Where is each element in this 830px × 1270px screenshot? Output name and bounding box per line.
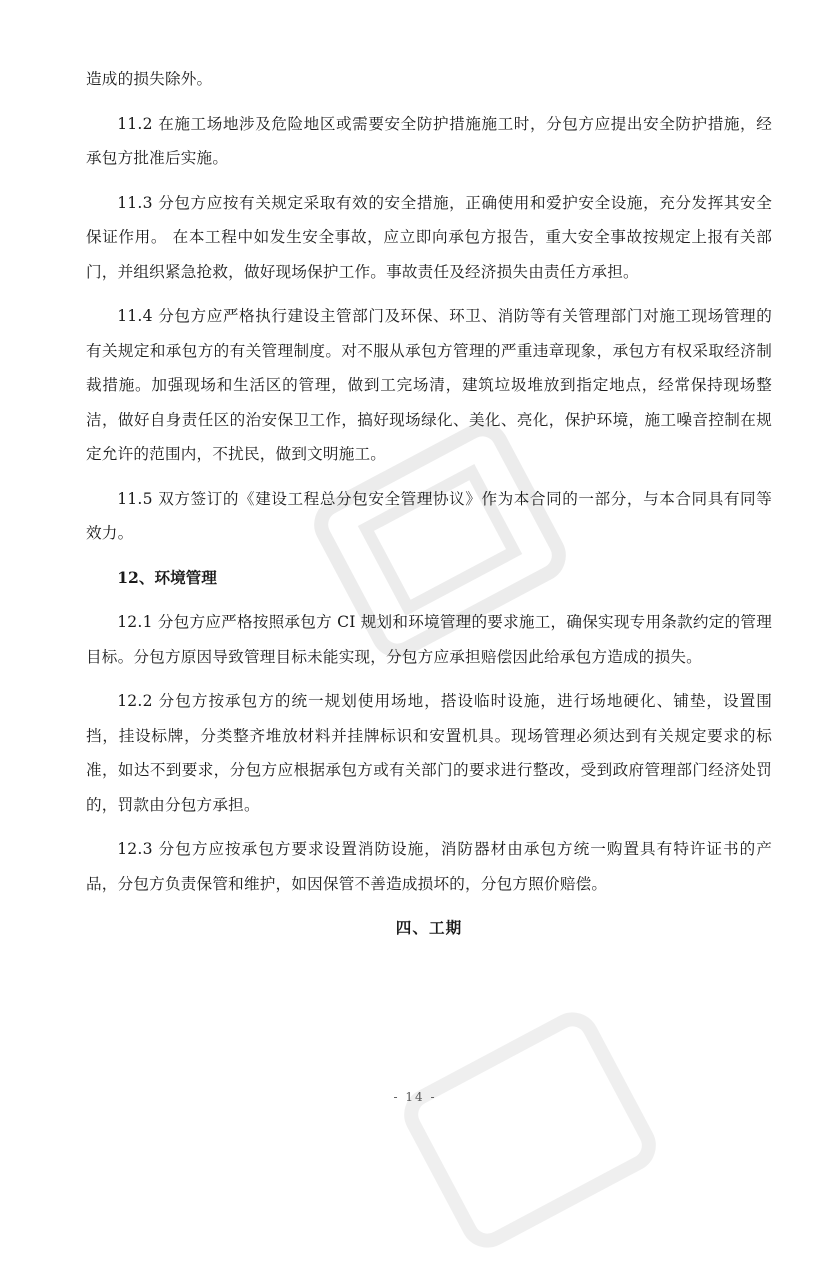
clause-12-1: 12.1 分包方应严格按照承包方 CI 规划和环境管理的要求施工，确保实现专用条款约定的管理目标。分包方原因导致管理目标未能实现，分包方应承担赔偿因此给承包方造成的损失。 bbox=[86, 613, 772, 666]
chapter-heading-4: 四、工期 bbox=[395, 918, 463, 937]
watermark-seal-icon-bottom bbox=[386, 990, 674, 1270]
clause-12-2: 12.2 分包方按承包方的统一规划使用场地，搭设临时设施，进行场地硬化、铺垫，设置围挡，挂设标牌，分类整齐堆放材料并挂牌标识和安置机具。现场管理必须达到有关规定要求的标准，如达不到要求，分包方应根据承包方或有关部门的要求进行整改，受到政府管理部门经济处罚的，罚款由分包方承担。 bbox=[86, 692, 772, 814]
clause-12-3: 12.3 分包方应按承包方要求设置消防设施，消防器材由承包方统一购置具有特许证书的产品，分包方负责保管和维护，如因保管不善造成损坏的，分包方照价赔偿。 bbox=[86, 840, 772, 893]
clause-11-5: 11.5 双方签订的《建设工程总分包安全管理协议》作为本合同的一部分，与本合同具有同等效力。 bbox=[86, 489, 772, 542]
section-heading-12: 12、环境管理 bbox=[117, 567, 217, 587]
clause-11-2: 11.2 在施工场地涉及危险地区或需要安全防护措施施工时，分包方应提出安全防护措施，经承包方批准后实施。 bbox=[86, 114, 772, 167]
clause-11-3: 11.3 分包方应按有关规定采取有效的安全措施，正确使用和爱护安全设施，充分发挥其安全保证作用。 在本工程中如发生安全事故，应立即向承包方报告，重大安全事故按规定上报有关部门，并组织紧急抢救，做好现场保护工作。事故责任及经济损失由责任方承担。 bbox=[86, 193, 772, 281]
paragraph-continuation: 造成的损失除外。 bbox=[86, 70, 213, 88]
page-number: - 14 - bbox=[393, 1090, 437, 1104]
clause-11-4: 11.4 分包方应严格执行建设主管部门及环保、环卫、消防等有关管理部门对施工现场管理的有关规定和承包方的有关管理制度。对不服从承包方管理的严重违章现象，承包方有权采取经济制裁措施。加强现场和生活区的管理，做到工完场清，建筑垃圾堆放到指定地点，经常保持现场整洁，做好自身责任区的治安保卫工作，搞好现场绿化、美化、亮化，保护环境，施工噪音控制在规定允许的范围内，不扰民，做到文明施工。 bbox=[86, 307, 772, 463]
document-body bbox=[86, 62, 772, 946]
